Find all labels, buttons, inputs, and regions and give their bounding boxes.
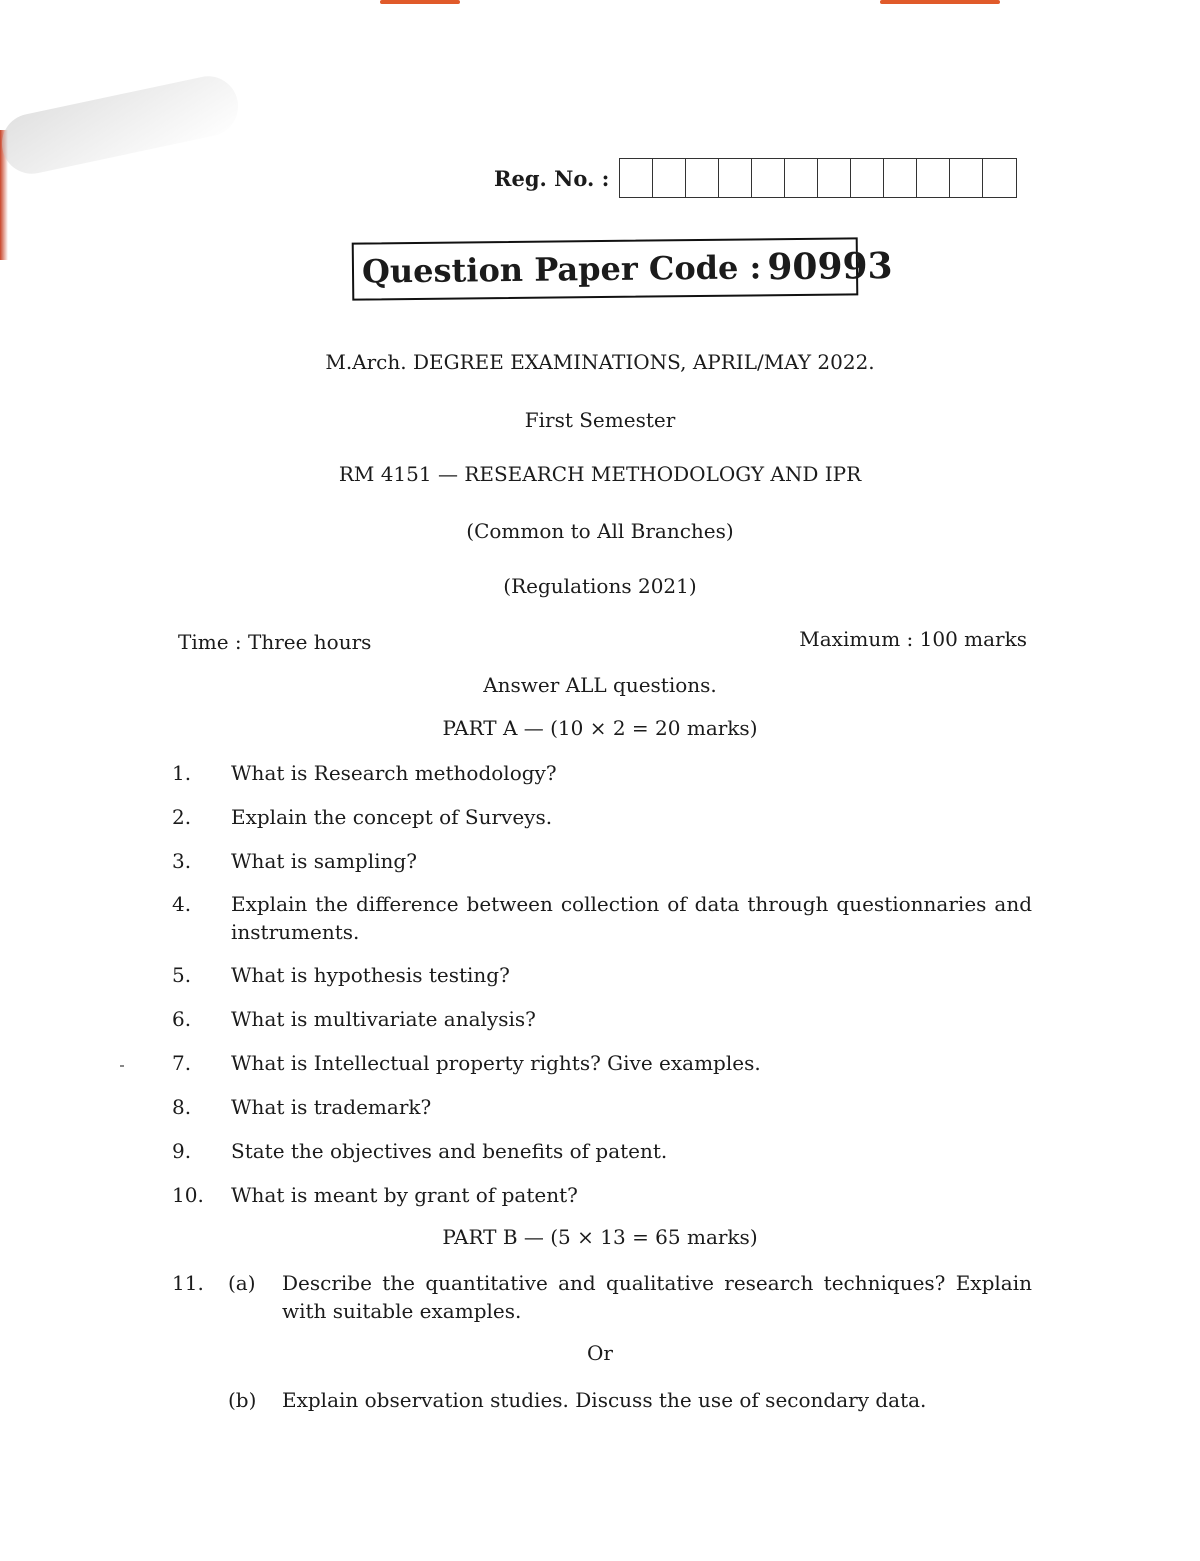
- reg-no-box: [620, 159, 653, 197]
- question-text: What is meant by grant of patent?: [231, 1183, 578, 1207]
- question-item: [172, 1093, 1032, 1121]
- question-number: 8.: [172, 1095, 192, 1119]
- reg-no-box: [851, 159, 884, 197]
- question-number: 6.: [172, 1007, 192, 1031]
- reg-no-box: [917, 159, 950, 197]
- question-text: State the objectives and benefits of patent.: [231, 1139, 668, 1163]
- qpc-label: Question Paper Code :: [361, 248, 762, 291]
- question-number: 5.: [172, 963, 192, 987]
- qpc-code: 90993: [767, 244, 893, 289]
- question-text: What is hypothesis testing?: [231, 963, 510, 987]
- reg-no-box: [653, 159, 686, 197]
- question-item: [172, 1137, 1032, 1165]
- question-text: Explain the concept of Surveys.: [231, 805, 553, 829]
- question-text: Describe the quantitative and qualitative research techniques? Explain with suitable examples.: [282, 1271, 1032, 1323]
- sub-question-label: (b): [228, 1388, 257, 1412]
- question-item: [172, 1005, 1032, 1033]
- scan-speck: [120, 1065, 124, 1067]
- instruction: Answer ALL questions.: [483, 673, 717, 697]
- reg-no-box: [950, 159, 983, 197]
- question-number: 4.: [172, 892, 192, 916]
- question-number: 1.: [172, 761, 192, 785]
- reg-no-field: [494, 158, 1017, 198]
- question-item: [172, 1049, 1032, 1077]
- scan-edge-mark: [880, 0, 1000, 4]
- reg-no-box: [983, 159, 1016, 197]
- question-item: [172, 847, 1032, 875]
- question-item: [172, 1181, 1032, 1209]
- reg-no-box: [686, 159, 719, 197]
- question-text: What is Research methodology?: [231, 761, 557, 785]
- question-text: What is multivariate analysis?: [231, 1007, 536, 1031]
- scan-smudge: [0, 71, 244, 180]
- question-11a: [172, 1269, 1032, 1325]
- question-number: 7.: [172, 1051, 192, 1075]
- question-text: What is trademark?: [231, 1095, 432, 1119]
- question-text: Explain observation studies. Discuss the use of secondary data.: [282, 1388, 927, 1412]
- maximum-marks: Maximum : 100 marks: [799, 627, 1027, 651]
- question-number: 11.: [172, 1271, 204, 1295]
- question-number: 9.: [172, 1139, 192, 1163]
- part-b-heading: PART B — (5 × 13 = 65 marks): [442, 1225, 758, 1249]
- question-item: [172, 961, 1032, 989]
- question-item: [172, 803, 1032, 831]
- question-number: 10.: [172, 1183, 204, 1207]
- question-text: What is sampling?: [231, 849, 417, 873]
- exam-title: M.Arch. DEGREE EXAMINATIONS, APRIL/MAY 2022.: [325, 350, 875, 374]
- question-item: [172, 759, 1032, 787]
- question-11b: [172, 1386, 1032, 1414]
- common-branches: (Common to All Branches): [466, 519, 734, 543]
- subject-title: RM 4151 — RESEARCH METHODOLOGY AND IPR: [338, 462, 862, 486]
- semester: First Semester: [524, 408, 676, 432]
- time-allowed: Time : Three hours: [178, 630, 372, 654]
- question-number: 2.: [172, 805, 192, 829]
- reg-no-boxes: [619, 158, 1017, 198]
- reg-no-box: [785, 159, 818, 197]
- reg-no-box: [884, 159, 917, 197]
- reg-no-box: [719, 159, 752, 197]
- scan-edge-mark: [380, 0, 460, 4]
- question-item: [172, 890, 1032, 946]
- sub-question-label: (a): [228, 1271, 256, 1295]
- part-a-heading: PART A — (10 × 2 = 20 marks): [442, 716, 758, 740]
- regulations: (Regulations 2021): [503, 574, 697, 598]
- question-paper-code-box: [352, 237, 893, 300]
- or-separator: Or: [587, 1341, 613, 1365]
- reg-no-label: Reg. No. :: [494, 165, 610, 191]
- question-text: Explain the difference between collection of data through questionnaries and instruments.: [231, 892, 1032, 944]
- reg-no-box: [752, 159, 785, 197]
- question-text: What is Intellectual property rights? Give examples.: [231, 1051, 761, 1075]
- reg-no-box: [818, 159, 851, 197]
- question-number: 3.: [172, 849, 192, 873]
